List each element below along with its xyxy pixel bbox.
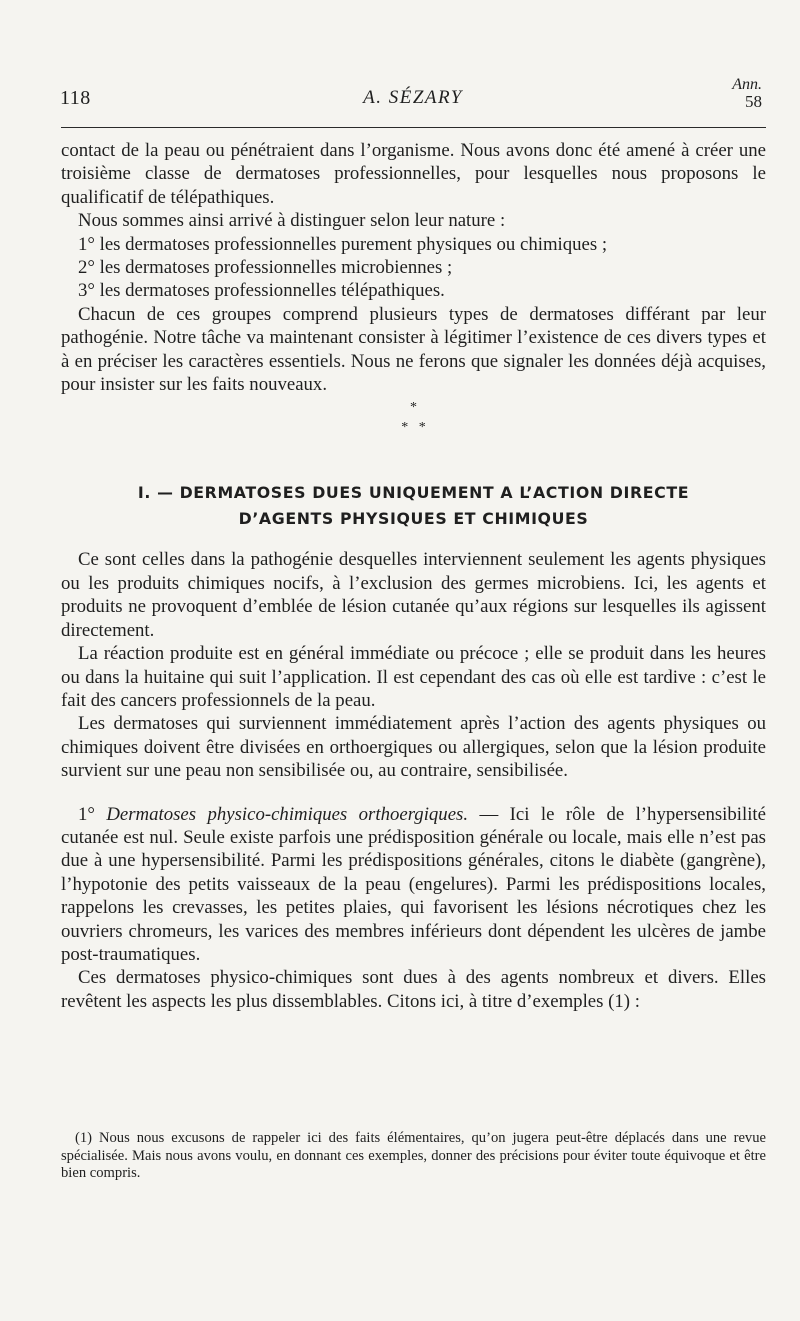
subsection-paragraph [61, 803, 766, 967]
paragraph: Chacun de ces groupes comprend plusieurs types de dermatoses différant par leur pathogénie. Notre tâche va maintenant consister à légitimer l’existence de ces divers types et à en préciser les caractères essentiels. Nous ne ferons que signaler les données déjà acquises, pour insister sur les faits nouveaux. [61, 303, 766, 396]
section-heading-line1: I. — DERMATOSES DUES UNIQUEMENT A L’ACTION DIRECTE [137, 483, 690, 503]
list-item: 2° les dermatoses professionnelles microbiennes ; [78, 257, 453, 279]
subsection-number: 1° [78, 803, 95, 825]
paragraph: contact de la peau ou pénétraient dans l’organisme. Nous avons donc été amené à créer une troisième classe de dermatoses professionnelles, pour lesquelles nous proposons le qualificatif de télépathiques. [61, 140, 766, 208]
header-rule [61, 127, 766, 128]
subsection-text: — Ici le rôle de l’hypersensibilité cutanée est nul. Seule existe parfois une prédisposition générale ou locale, mais elle n’est pas due à une hypersensibilité. Parmi les prédispositions générales, citons le diabète (gangrène), l’hypotonie des petits vaisseaux de la peau (engelures). Parmi les prédispositions locales, rappelons les crevasses, les petites plaies, qui favorisent les lésions nécrotiques chez les ouvriers chromeurs, les varices des membres inférieurs dont dépendent les ulcères de jambe post-traumatiques. [61, 803, 766, 965]
separator-stars: * * [401, 420, 426, 436]
list-item: 3° les dermatoses professionnelles télépathiques. [78, 280, 445, 302]
section-heading [61, 480, 766, 532]
paragraph: La réaction produite est en général immédiate ou précoce ; elle se produit dans les heures ou dans la huitaine qui suit l’application. Il est cependant des cas où elle est tardive : c’est le fait des cancers professionnels de la peau. [61, 643, 766, 711]
running-title: A. SÉZARY [363, 87, 463, 108]
paragraph: Nous sommes ainsi arrivé à distinguer selon leur nature : [78, 210, 506, 232]
footnote: (1) Nous nous excusons de rappeler ici des faits élémentaires, qu’on jugera peut-être déplacés dans une revue spécialisée. Mais nous avons voulu, en donnant ces exemples, donner des précisions pour éviter toute équivoque et être bien compris. [61, 1130, 766, 1181]
paragraph: Les dermatoses qui surviennent immédiatement après l’action des agents physiques ou chimiques doivent être divisées en orthoergiques ou allergiques, selon que la lésion produite survient sur une peau non sensibilisée ou, au contraire, sensibilisée. [61, 713, 766, 782]
body-text [61, 139, 766, 1013]
subsection-title: Dermatoses physico-chimiques orthoergiques. [106, 803, 469, 825]
list-item: 1° les dermatoses professionnelles purement physiques ou chimiques ; [78, 233, 608, 255]
paragraph: Ce sont celles dans la pathogénie desquelles interviennent seulement les agents physiques ou les produits chimiques nocifs, à l’exclusion des germes microbiens. Ici, les agents et produits ne provoquent d’emblée de lésion cutanée qu’aux régions sur lesquelles ils agissent directement. [61, 549, 766, 641]
section-separator [61, 398, 766, 438]
volume-number: 58 [745, 92, 762, 111]
journal-abbrev: Ann. [732, 76, 762, 93]
separator-star: * [410, 400, 417, 416]
section-heading-line2: D’AGENTS PHYSIQUES ET CHIMIQUES [238, 509, 589, 529]
page-number: 118 [60, 87, 91, 109]
running-header [60, 74, 766, 118]
paragraph: Ces dermatoses physico-chimiques sont dues à des agents nombreux et divers. Elles revêtent les aspects les plus dissemblables. Citons ici, à titre d’exemples (1) : [61, 967, 766, 1012]
